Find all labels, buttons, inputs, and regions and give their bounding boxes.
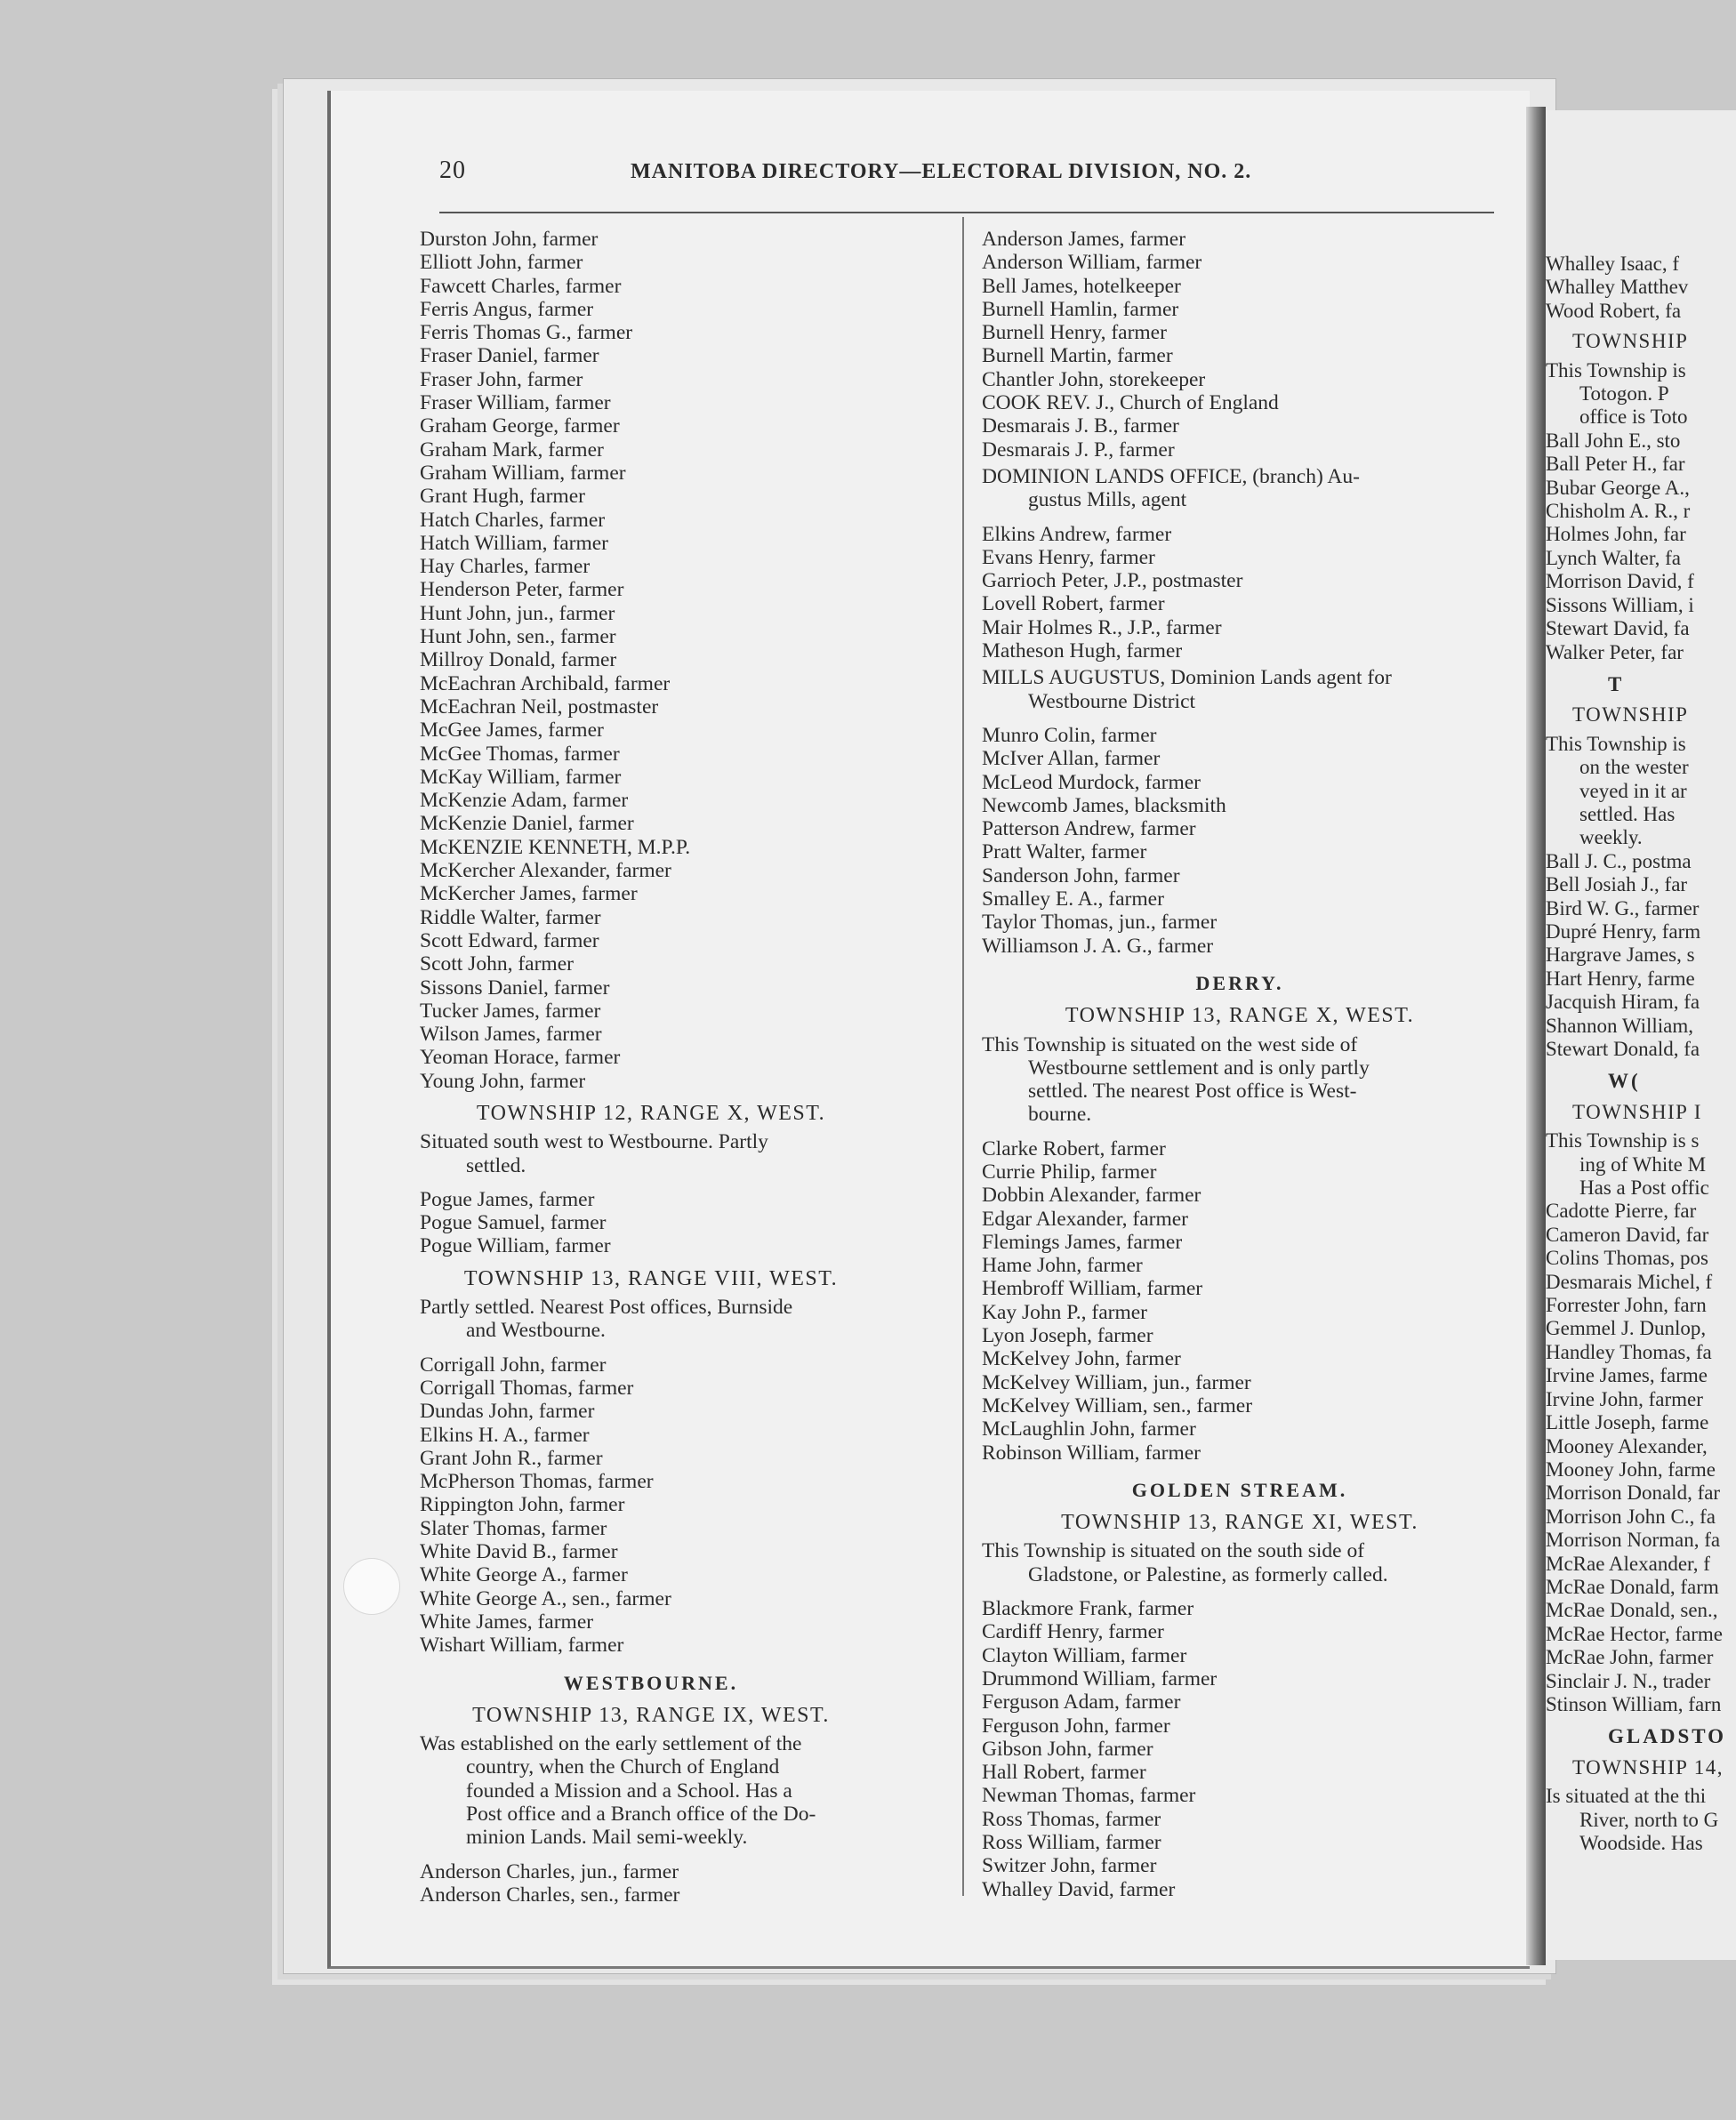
paragraph-line: Partly settled. Nearest Post offices, Burnside <box>420 1296 793 1320</box>
facing-entry: Shannon William, <box>1546 1014 1694 1037</box>
description-paragraph <box>982 1033 1498 1127</box>
directory-entry: Anderson James, farmer <box>982 228 1186 251</box>
directory-entry: Fraser William, farmer <box>420 391 611 415</box>
facing-entry: McRae John, farmer <box>1546 1646 1714 1669</box>
directory-entry: Hatch Charles, farmer <box>420 508 606 532</box>
directory-entry: Millroy Donald, farmer <box>420 648 617 672</box>
facing-section-heading: GLADSTO <box>1608 1725 1727 1748</box>
directory-entry: McKercher James, farmer <box>420 882 638 906</box>
facing-entry: Wood Robert, fa <box>1546 299 1682 322</box>
directory-entry: Lovell Robert, farmer <box>982 592 1165 616</box>
directory-entry: Ferguson Adam, farmer <box>982 1690 1181 1714</box>
directory-entry: Wilson James, farmer <box>420 1023 602 1047</box>
facing-paragraph-line: River, north to G <box>1579 1808 1719 1831</box>
directory-entry: Kay John P., farmer <box>982 1300 1148 1324</box>
facing-entry: Walker Peter, far <box>1546 640 1684 663</box>
directory-entry: Scott John, farmer <box>420 952 574 976</box>
directory-entry: McKay William, farmer <box>420 765 622 789</box>
directory-entry: Tucker James, farmer <box>420 999 601 1023</box>
section-heading: GOLDEN STREAM. <box>1131 1478 1348 1501</box>
facing-township-heading: TOWNSHIP <box>1572 330 1689 353</box>
directory-entry: Burnell Hamlin, farmer <box>982 297 1179 321</box>
directory-entry: Flemings James, farmer <box>982 1230 1183 1254</box>
facing-paragraph-line: Has a Post offic <box>1579 1176 1709 1200</box>
facing-entry: Morrison Donald, far <box>1546 1482 1721 1505</box>
directory-entry: Rippington John, farmer <box>420 1493 625 1517</box>
directory-entry: Grant John R., farmer <box>420 1446 603 1470</box>
directory-entry: Young John, farmer <box>420 1069 586 1093</box>
paragraph-line: settled. <box>466 1153 526 1177</box>
directory-entry: Desmarais J. P., farmer <box>982 438 1175 462</box>
directory-entry: Hembroff William, farmer <box>982 1277 1203 1301</box>
directory-entry: White David B., farmer <box>420 1540 618 1564</box>
directory-entry: Ross William, farmer <box>982 1831 1161 1854</box>
facing-entry: Cadotte Pierre, far <box>1546 1200 1697 1223</box>
facing-entry: Stewart David, fa <box>1546 617 1690 640</box>
directory-entry: Riddle Walter, farmer <box>420 905 601 929</box>
facing-entry: Ball Peter H., far <box>1546 453 1685 476</box>
directory-entry: Scott Edward, farmer <box>420 928 599 952</box>
facing-township-heading: TOWNSHIP <box>1572 703 1689 727</box>
facing-entry: Handley Thomas, fa <box>1546 1340 1712 1363</box>
facing-entry: Stewart Donald, fa <box>1546 1038 1700 1060</box>
directory-entry: Clayton William, farmer <box>982 1643 1187 1667</box>
directory-entry: COOK REV. J., Church of England <box>982 391 1279 415</box>
township-heading: TOWNSHIP 13, RANGE X, WEST. <box>1065 1004 1415 1028</box>
directory-entry: Whalley David, farmer <box>982 1877 1176 1901</box>
directory-entry: Durston John, farmer <box>420 228 599 251</box>
facing-entry: Mooney John, farme <box>1546 1458 1716 1481</box>
facing-entry: Is situated at the thi <box>1546 1785 1707 1808</box>
directory-entry: McIver Allan, farmer <box>982 747 1161 771</box>
directory-entry: Fawcett Charles, farmer <box>420 274 622 298</box>
directory-entry: Dobbin Alexander, farmer <box>982 1184 1202 1208</box>
paragraph-line: country, when the Church of England <box>466 1755 780 1779</box>
paragraph-line: Gladstone, or Palestine, as formerly called. <box>1028 1562 1388 1586</box>
column-divider <box>962 217 964 1896</box>
facing-entry: Bell Josiah J., far <box>1546 873 1688 896</box>
directory-entry: Evans Henry, farmer <box>982 545 1155 569</box>
directory-entry: Hunt John, sen., farmer <box>420 625 616 649</box>
facing-entry: McRae Alexander, f <box>1546 1552 1710 1575</box>
description-paragraph <box>982 666 1498 713</box>
facing-entry: Bird W. G., farmer <box>1546 896 1700 919</box>
directory-entry: Burnell Henry, farmer <box>982 321 1167 345</box>
directory-entry: Corrigall John, farmer <box>420 1353 607 1377</box>
directory-entry: White George A., sen., farmer <box>420 1586 671 1610</box>
directory-entry: Mair Holmes R., J.P., farmer <box>982 615 1222 639</box>
directory-entry: Chantler John, storekeeper <box>982 367 1206 391</box>
directory-entry: Hatch William, farmer <box>420 531 608 555</box>
facing-entry: Bubar George A., <box>1546 476 1690 499</box>
facing-page-column <box>1546 253 1736 1855</box>
directory-entry: White James, farmer <box>420 1610 594 1634</box>
directory-entry: Elkins H. A., farmer <box>420 1423 590 1447</box>
directory-entry: Blackmore Frank, farmer <box>982 1597 1194 1621</box>
facing-entry: Ball John E., sto <box>1546 429 1681 452</box>
directory-entry: Garrioch Peter, J.P., postmaster <box>982 569 1243 593</box>
facing-entry: Colins Thomas, pos <box>1546 1247 1708 1270</box>
facing-entry: Sissons William, i <box>1546 593 1694 616</box>
facing-paragraph-line: weekly. <box>1579 826 1643 849</box>
facing-paragraph-line: office is Toto <box>1579 406 1688 429</box>
facing-entry: McRae Hector, farme <box>1546 1622 1723 1645</box>
facing-page <box>1546 110 1736 1960</box>
paragraph-line: minion Lands. Mail semi-weekly. <box>466 1826 748 1850</box>
description-paragraph <box>420 1130 882 1177</box>
directory-entry: Hay Charles, farmer <box>420 555 591 579</box>
facing-entry: Stinson William, farn <box>1546 1692 1722 1715</box>
facing-paragraph-line: Totogon. P <box>1579 382 1669 406</box>
facing-entry: Morrison Norman, fa <box>1546 1529 1721 1552</box>
directory-entry: Ferguson John, farmer <box>982 1714 1170 1738</box>
section-heading: WESTBOURNE. <box>563 1671 739 1694</box>
paragraph-line: This Township is situated on the south side of <box>982 1539 1365 1563</box>
directory-entry: Grant Hugh, farmer <box>420 485 585 509</box>
facing-township-heading: TOWNSHIP 14, <box>1572 1755 1724 1779</box>
facing-entry: Ball J. C., postma <box>1546 849 1692 872</box>
directory-entry: Pogue Samuel, farmer <box>420 1211 607 1235</box>
facing-entry: Hart Henry, farme <box>1546 967 1695 990</box>
facing-paragraph-line: Woodside. Has <box>1579 1832 1703 1854</box>
directory-entry: Hunt John, jun., farmer <box>420 601 615 625</box>
paragraph-line: Westbourne settlement and is only partly <box>1028 1056 1370 1080</box>
directory-entry: McKENZIE KENNETH, M.P.P. <box>420 835 691 859</box>
facing-entry: Jacquish Hiram, fa <box>1546 991 1700 1014</box>
directory-entry: Graham George, farmer <box>420 414 620 438</box>
facing-entry: Morrison David, f <box>1546 570 1694 593</box>
directory-entry: Gibson John, farmer <box>982 1737 1153 1761</box>
facing-entry: Whalley Isaac, f <box>1546 253 1680 275</box>
directory-entry: Graham Mark, farmer <box>420 438 604 462</box>
facing-paragraph-line: on the wester <box>1579 756 1689 779</box>
paragraph-line: MILLS AUGUSTUS, Dominion Lands agent for <box>982 666 1392 690</box>
facing-entry: Chisholm A. R., r <box>1546 500 1691 523</box>
directory-entry: Slater Thomas, farmer <box>420 1516 607 1540</box>
description-paragraph <box>982 465 1498 512</box>
directory-entry: Robinson William, farmer <box>982 1441 1201 1465</box>
facing-entry: Lynch Walter, fa <box>1546 546 1681 569</box>
paragraph-line: founded a Mission and a School. Has a <box>466 1779 792 1803</box>
directory-entry: Hall Robert, farmer <box>982 1761 1146 1785</box>
facing-entry: Dupré Henry, farm <box>1546 919 1701 943</box>
facing-entry: Irvine James, farme <box>1546 1364 1708 1387</box>
facing-entry: Forrester John, farn <box>1546 1294 1707 1317</box>
section-heading: DERRY. <box>1195 971 1284 994</box>
paragraph-line: and Westbourne. <box>466 1319 606 1343</box>
facing-entry: Irvine John, farmer <box>1546 1387 1703 1410</box>
page-header <box>439 157 1311 192</box>
book-gutter <box>1526 107 1546 1965</box>
facing-entry: McRae Donald, sen., <box>1546 1599 1718 1622</box>
binding-hole <box>343 1558 400 1615</box>
facing-entry: Morrison John C., fa <box>1546 1505 1716 1528</box>
directory-entry: Matheson Hugh, farmer <box>982 639 1183 663</box>
directory-entry: Currie Philip, farmer <box>982 1160 1157 1184</box>
middle-column <box>982 228 1498 1901</box>
directory-entry: Ferris Thomas G., farmer <box>420 321 633 345</box>
facing-paragraph-line: ing of White M <box>1579 1152 1707 1176</box>
paragraph-line: Post office and a Branch office of the Do- <box>466 1803 816 1826</box>
township-heading: TOWNSHIP 13, RANGE IX, WEST. <box>472 1703 830 1727</box>
directory-entry: McKenzie Adam, farmer <box>420 789 629 813</box>
directory-entry: McEachran Archibald, farmer <box>420 671 671 695</box>
directory-entry: Fraser John, farmer <box>420 367 583 391</box>
directory-entry: Edgar Alexander, farmer <box>982 1207 1188 1231</box>
directory-entry: McKelvey William, sen., farmer <box>982 1393 1253 1417</box>
directory-entry: McKercher Alexander, farmer <box>420 859 671 883</box>
directory-entry: Wishart William, farmer <box>420 1634 624 1658</box>
directory-entry: Pogue James, farmer <box>420 1187 595 1211</box>
directory-entry: Anderson Charles, sen., farmer <box>420 1883 680 1907</box>
facing-entry: Cameron David, far <box>1546 1223 1709 1246</box>
facing-paragraph-line: settled. Has <box>1579 802 1676 825</box>
paragraph-line: Westbourne District <box>1028 689 1196 713</box>
facing-entry: Holmes John, far <box>1546 523 1686 546</box>
page-title: MANITOBA DIRECTORY—ELECTORAL DIVISION, NO. 2. <box>631 160 1252 183</box>
paragraph-line: Situated south west to Westbourne. Partly <box>420 1130 768 1154</box>
header-rule <box>439 212 1494 213</box>
directory-entry: Elkins Andrew, farmer <box>982 522 1172 546</box>
township-heading: TOWNSHIP 13, RANGE VIII, WEST. <box>463 1266 839 1290</box>
directory-entry: McKenzie Daniel, farmer <box>420 812 634 836</box>
facing-section-heading: T <box>1608 672 1625 695</box>
facing-entry: Whalley Matthev <box>1546 276 1689 299</box>
directory-entry: Newman Thomas, farmer <box>982 1784 1196 1808</box>
paragraph-line: Was established on the early settlement of the <box>420 1732 802 1756</box>
description-paragraph <box>420 1732 882 1849</box>
directory-entry: Corrigall Thomas, farmer <box>420 1376 634 1400</box>
description-paragraph <box>982 1539 1498 1586</box>
facing-entry: This Township is <box>1546 732 1686 755</box>
directory-entry: Lyon Joseph, farmer <box>982 1324 1153 1348</box>
directory-entry: Graham William, farmer <box>420 461 626 485</box>
directory-entry: McPherson Thomas, farmer <box>420 1470 654 1494</box>
directory-entry: Elliott John, farmer <box>420 251 583 275</box>
facing-entry: Desmarais Michel, f <box>1546 1270 1713 1293</box>
paragraph-line: settled. The nearest Post office is West- <box>1028 1080 1357 1104</box>
directory-entry: Taylor Thomas, jun., farmer <box>982 911 1218 935</box>
facing-paragraph-line: veyed in it ar <box>1579 779 1687 802</box>
directory-entry: Cardiff Henry, farmer <box>982 1620 1164 1644</box>
directory-entry: Ross Thomas, farmer <box>982 1807 1161 1831</box>
facing-entry: Little Joseph, farme <box>1546 1411 1709 1434</box>
directory-entry: Sissons Daniel, farmer <box>420 976 610 1000</box>
directory-entry: Pratt Walter, farmer <box>982 840 1147 864</box>
facing-entry: McRae Donald, farm <box>1546 1575 1719 1598</box>
directory-entry: Switzer John, farmer <box>982 1854 1157 1878</box>
left-column <box>420 228 882 1907</box>
facing-entry: Gemmel J. Dunlop, <box>1546 1317 1707 1340</box>
facing-entry: Hargrave James, s <box>1546 944 1695 967</box>
directory-entry: Yeoman Horace, farmer <box>420 1046 621 1070</box>
directory-entry: McGee James, farmer <box>420 719 604 743</box>
directory-entry: Pogue William, farmer <box>420 1234 611 1258</box>
directory-entry: Smalley E. A., farmer <box>982 887 1164 911</box>
directory-entry: Anderson William, farmer <box>982 251 1202 275</box>
paragraph-line: gustus Mills, agent <box>1028 488 1187 512</box>
directory-entry: Williamson J. A. G., farmer <box>982 934 1214 958</box>
paragraph-line: bourne. <box>1028 1103 1092 1127</box>
directory-entry: Sanderson John, farmer <box>982 863 1180 887</box>
township-heading: TOWNSHIP 12, RANGE X, WEST. <box>476 1101 826 1125</box>
directory-entry: Newcomb James, blacksmith <box>982 793 1226 817</box>
directory-entry: McLaughlin John, farmer <box>982 1417 1196 1441</box>
facing-entry: Mooney Alexander, <box>1546 1434 1708 1458</box>
directory-entry: McEachran Neil, postmaster <box>420 695 659 719</box>
directory-entry: McKelvey William, jun., farmer <box>982 1370 1251 1394</box>
township-heading: TOWNSHIP 13, RANGE XI, WEST. <box>1061 1511 1419 1535</box>
facing-entry: This Township is <box>1546 358 1686 381</box>
directory-entry: Anderson Charles, jun., farmer <box>420 1859 679 1883</box>
directory-entry: Clarke Robert, farmer <box>982 1136 1166 1160</box>
facing-entry: Sinclair J. N., trader <box>1546 1669 1711 1692</box>
directory-entry: White George A., farmer <box>420 1563 628 1587</box>
directory-entry: Ferris Angus, farmer <box>420 297 594 321</box>
directory-entry: Drummond William, farmer <box>982 1666 1218 1690</box>
directory-entry: Burnell Martin, farmer <box>982 344 1173 368</box>
facing-entry: This Township is s <box>1546 1129 1700 1152</box>
directory-entry: Bell James, hotelkeeper <box>982 274 1181 298</box>
directory-entry: McLeod Murdock, farmer <box>982 770 1202 794</box>
directory-entry: Patterson Andrew, farmer <box>982 817 1196 841</box>
description-paragraph <box>420 1296 882 1343</box>
facing-township-heading: TOWNSHIP I <box>1572 1100 1702 1123</box>
facing-section-heading: W( <box>1608 1070 1641 1093</box>
directory-entry: Dundas John, farmer <box>420 1400 595 1424</box>
directory-entry: McKelvey John, farmer <box>982 1347 1181 1371</box>
directory-entry: Desmarais J. B., farmer <box>982 414 1179 438</box>
paragraph-line: DOMINION LANDS OFFICE, (branch) Au- <box>982 464 1360 488</box>
directory-entry: Henderson Peter, farmer <box>420 578 624 602</box>
directory-entry: Fraser Daniel, farmer <box>420 344 599 368</box>
paragraph-line: This Township is situated on the west side of <box>982 1032 1358 1056</box>
directory-entry: Munro Colin, farmer <box>982 723 1157 747</box>
directory-entry: McGee Thomas, farmer <box>420 742 620 766</box>
page-number: 20 <box>439 157 466 184</box>
directory-entry: Hame John, farmer <box>982 1254 1143 1278</box>
